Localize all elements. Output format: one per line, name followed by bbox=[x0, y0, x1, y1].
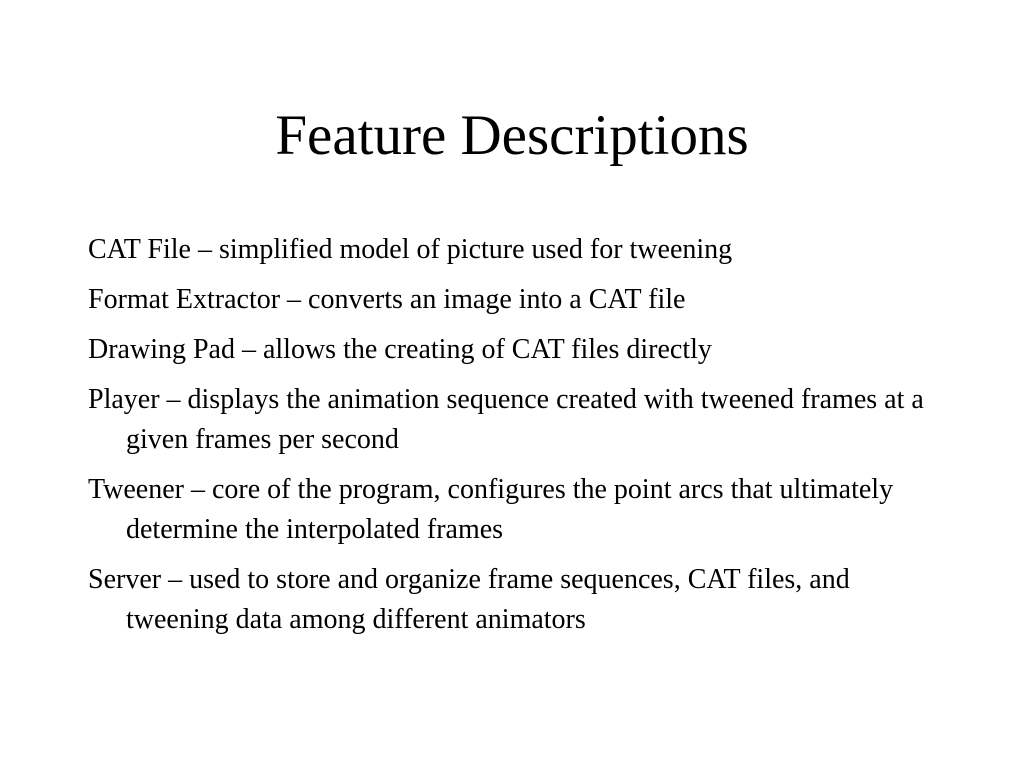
feature-item-format-extractor: Format Extractor – converts an image into a CAT file bbox=[88, 284, 686, 315]
feature-item-tweener: Tweener – core of the program, configures the point arcs that ultimately determine the interpolated frames bbox=[88, 474, 894, 545]
feature-item-drawing-pad: Drawing Pad – allows the creating of CAT files directly bbox=[88, 334, 712, 365]
feature-item-server: Server – used to store and organize frame sequences, CAT files, and tweening data among different animators bbox=[88, 564, 850, 635]
feature-list bbox=[88, 230, 948, 650]
feature-item-player: Player – displays the animation sequence created with tweened frames at a given frames per second bbox=[88, 384, 924, 455]
feature-item-cat-file: CAT File – simplified model of picture used for tweening bbox=[88, 234, 733, 265]
slide-title: Feature Descriptions bbox=[275, 104, 749, 167]
